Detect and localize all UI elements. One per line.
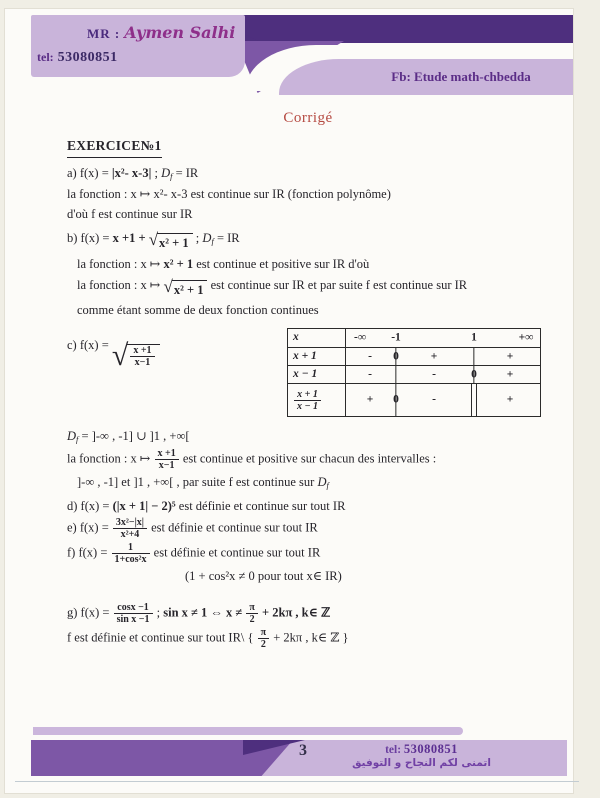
table-row-zone: [346, 384, 540, 416]
line-a-conclusion: [67, 205, 549, 224]
text-segment: sin x ≠ 1 ⇔ x ≠: [163, 605, 246, 620]
footer-thin-bar: [33, 727, 463, 735]
page-title: Corrigé: [283, 110, 333, 126]
footer-tel-label: tel:: [385, 744, 402, 756]
table-sign: +: [506, 349, 514, 362]
document-content: [5, 97, 573, 650]
text-segment: e) f(x) =: [67, 520, 112, 535]
text-segment: d) f(x) =: [67, 498, 113, 513]
section-ab-lines: [67, 164, 549, 320]
line-a-definition: [67, 164, 549, 183]
exercise-heading: EXERCICE№1: [67, 136, 162, 158]
subscripted-symbol: $D_f$: [67, 429, 79, 444]
footer-texts: [331, 742, 512, 769]
line-a-continuity: [67, 185, 549, 204]
text-segment: g) f(x) =: [67, 605, 113, 620]
line-domain: [67, 427, 549, 446]
text-segment: c) f(x) =: [67, 338, 112, 352]
text-segment: (|x + 1| − 2)⁵: [112, 498, 176, 513]
line-f-note: [67, 567, 549, 586]
text-segment: x +1 +: [112, 231, 149, 245]
header-left-panel: [31, 15, 245, 77]
footer-band: [31, 740, 567, 776]
text-segment: est continue et positive sur chacun des intervalles :: [179, 451, 437, 466]
fraction: $\frac{x + 1}{x - 1}$: [294, 389, 321, 412]
line-g-conclusion: [67, 627, 549, 650]
section-c-row: [67, 328, 549, 417]
boundary-line: [395, 366, 396, 383]
text-segment: est définie et continue sur tout IR: [175, 498, 346, 513]
facebook-label: Fb: Etude math-chbedda: [391, 69, 531, 84]
text-segment: ;: [151, 165, 162, 180]
text-segment: b) f(x) =: [67, 231, 113, 245]
text-segment: + 2kπ , k∈ ℤ }: [270, 630, 349, 645]
mr-label: MR :: [87, 26, 121, 41]
table-sign: +: [506, 393, 514, 406]
text-segment: (1 + cos²x ≠ 0 pour tout x∈ IR): [185, 569, 342, 584]
fraction: $\frac{x +1}{x-1}$: [155, 448, 179, 471]
page-footer: [31, 727, 567, 785]
teacher-name-row: [31, 15, 245, 43]
tick-plus-infinity: +∞: [518, 331, 534, 344]
square-root: [148, 230, 193, 253]
text-segment: x² + 1: [163, 256, 194, 271]
text-segment: comme étant somme de deux fonction continues: [77, 303, 319, 318]
text-segment: |x²- x-3|: [111, 165, 152, 180]
text-segment: a) f(x) =: [67, 165, 112, 180]
text-segment: = IR: [172, 165, 199, 180]
table-sign: -: [432, 367, 436, 380]
table-row: [288, 366, 540, 384]
text-segment: la fonction : x ↦: [67, 451, 154, 466]
footer-arabic-text: اتمنى لكم النجاح و التوفيق: [352, 757, 491, 769]
text-segment: est définie et continue sur tout IR: [147, 520, 318, 535]
footer-tel-row: [331, 742, 512, 757]
teacher-name: Aymen Salhi: [124, 23, 236, 42]
header-fb-band: [279, 59, 573, 95]
fraction: $\frac{\pi}{2}$: [246, 602, 257, 625]
c-definition-block: [67, 328, 267, 370]
table-header-row: [288, 329, 540, 348]
table-row-zone: [346, 348, 540, 365]
text-segment: est définie et continue sur tout IR: [150, 545, 321, 560]
line-b-continuity-1: [67, 255, 549, 274]
line-c-definition: [67, 336, 267, 372]
text-segment: ;: [192, 231, 203, 245]
sign-table: [287, 328, 541, 417]
line-c-conclusion: [67, 473, 549, 492]
subscripted-symbol: $D_f$: [161, 165, 173, 181]
zero-mark: 0: [393, 349, 399, 362]
subscripted-symbol: $D_f$: [202, 231, 214, 246]
line-g-definition: [67, 602, 549, 625]
table-sign: -: [368, 349, 372, 362]
line-b-conclusion: [67, 301, 549, 320]
line-c-continuity: [67, 448, 549, 471]
table-sign: -: [432, 393, 436, 406]
table-sign: +: [366, 393, 374, 406]
square-root: [163, 276, 208, 300]
radicand: [127, 344, 159, 368]
text-segment: x² + 1: [159, 236, 189, 250]
table-row: [288, 348, 540, 366]
table-row-label: [288, 384, 346, 416]
boundary-line: [473, 348, 474, 365]
fraction: $\frac{x +1}{x-1}$: [130, 345, 154, 368]
header-tel-row: [31, 48, 245, 66]
table-sign: +: [506, 367, 514, 380]
tel-label: tel:: [37, 50, 54, 64]
square-root: [111, 339, 160, 372]
text-segment: ;: [153, 605, 164, 620]
text-segment: f) f(x) =: [67, 545, 111, 560]
table-row-label: x − 1: [288, 366, 346, 383]
radical-sign: √: [163, 276, 173, 296]
line-b-continuity-2: [67, 276, 549, 300]
radicand: [157, 233, 193, 253]
fraction: $\frac{1}{\text{1+cos²x}}$: [112, 542, 150, 565]
fraction: $\frac{\cos x -1}{\text{sin x −1}}$: [114, 602, 153, 625]
fraction: $\frac{\pi}{2}$: [258, 627, 269, 650]
text-segment: est continue et positive sur IR d'où: [193, 256, 370, 271]
radicand: [172, 280, 208, 300]
text-segment: ]-∞ , -1] et ]1 , +∞[ , par suite f est continue sur: [77, 474, 318, 489]
line-e-definition: [67, 517, 549, 540]
text-segment: la fonction : x ↦ x²- x-3 est continue sur IR (fonction polynôme): [67, 186, 391, 201]
text-segment: + 2kπ , k∈ ℤ: [258, 605, 331, 620]
text-segment: est continue sur IR et par suite f est continue sur IR: [207, 277, 468, 292]
text-segment: x² + 1: [173, 282, 204, 297]
text-segment: la fonction : x ↦: [77, 277, 164, 292]
line-d-definition: [67, 497, 549, 516]
page-number: 3: [299, 742, 307, 759]
text-segment: f est définie et continue sur tout IR\ {: [67, 630, 257, 645]
table-row-zone: [346, 329, 540, 347]
scan-edge-line: [15, 781, 579, 784]
double-bar: [471, 384, 477, 416]
table-row-label: x: [288, 329, 346, 347]
table-row-zone: [346, 366, 540, 383]
table-sign: +: [430, 349, 438, 362]
tick-minus-infinity: -∞: [353, 331, 367, 344]
line-f-definition: [67, 542, 549, 565]
tick-minus-one: -1: [391, 331, 401, 344]
subscripted-symbol: $D_f$: [317, 474, 329, 490]
footer-tel-number: 53080851: [403, 742, 458, 756]
page-header: [31, 15, 573, 97]
document-page: [4, 8, 574, 794]
text-segment: d'où f est continue sur IR: [67, 207, 193, 222]
table-row-label: x + 1: [288, 348, 346, 365]
radical-sign: √: [148, 230, 159, 249]
radical-sign: √: [111, 339, 129, 372]
tel-number: 53080851: [57, 50, 118, 65]
section-cdefg-lines: [67, 427, 549, 650]
text-segment: = IR: [213, 231, 240, 245]
tick-one: 1: [471, 331, 477, 344]
table-sign: -: [368, 367, 372, 380]
zero-mark: 0: [471, 367, 477, 380]
text-segment: la fonction : x ↦: [77, 256, 164, 271]
fraction: $\frac{\text{3x²−|x|}}{\text{x²+4}}$: [113, 517, 147, 540]
zero-mark: 0: [393, 393, 399, 406]
line-b-definition: [67, 229, 549, 253]
table-row: [288, 384, 540, 416]
text-segment: = ]-∞ , -1] ∪ ]1 , +∞[: [78, 429, 190, 443]
